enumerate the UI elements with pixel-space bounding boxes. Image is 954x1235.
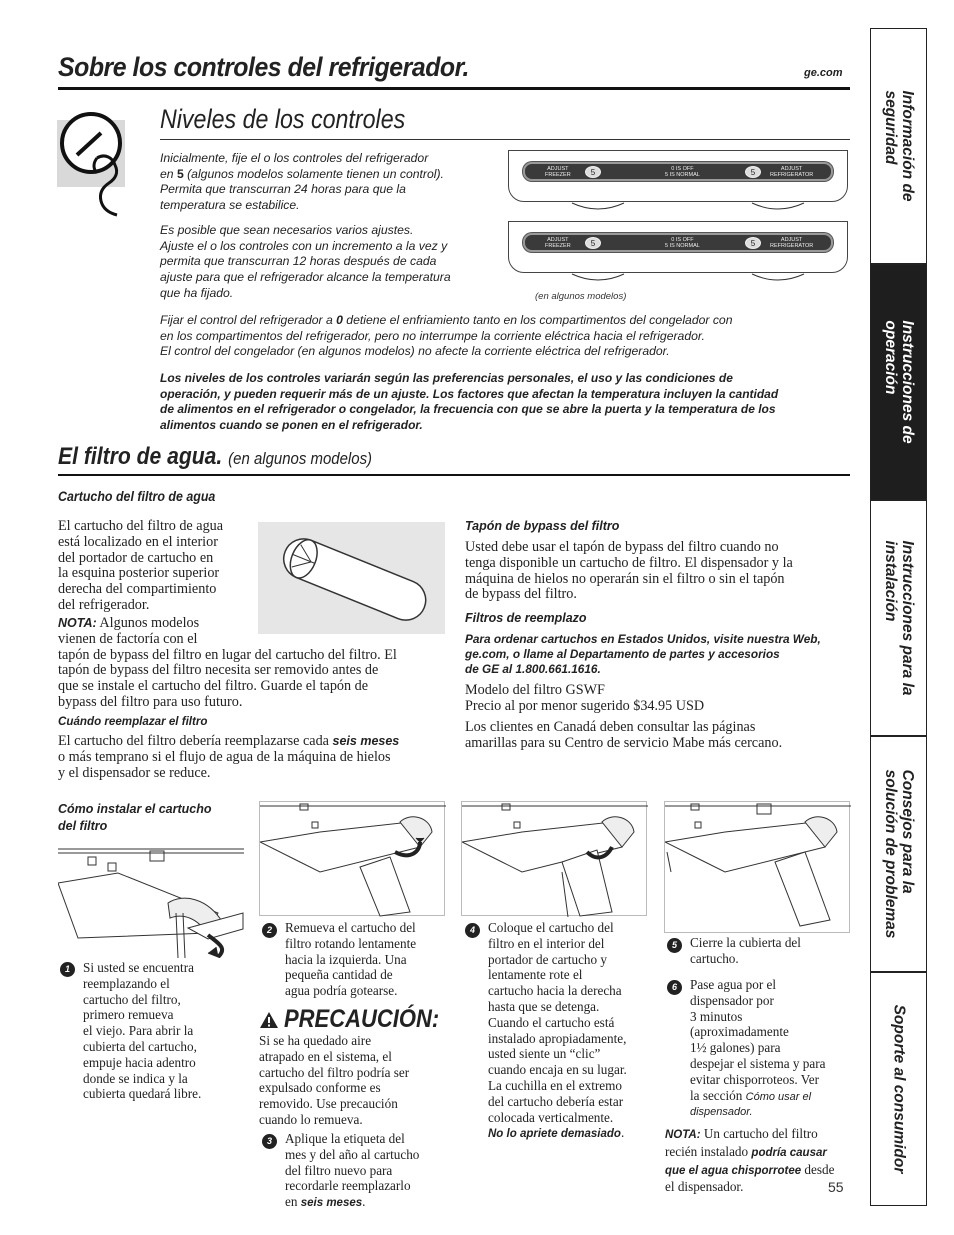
section-title-filtro: El filtro de agua. (en algunos modelos) xyxy=(58,443,373,470)
sidebar-tab-operacion[interactable]: Instrucciones de operación xyxy=(870,264,927,500)
site-url: ge.com xyxy=(804,67,843,79)
step-1-badge: 1 xyxy=(60,962,75,977)
header-rule xyxy=(58,87,850,90)
niveles-paragraph-1: Inicialmente, fije el o los controles del refrigerador en 5 (algunos modelos solamente tienen un control). Permita que transcurran 24 horas para que la temperatura se estabilice. xyxy=(160,151,444,213)
install-nota: NOTA: Un cartucho del filtro recién instalado podría causar que el agua chisporrotee desde el dispensador. xyxy=(665,1126,835,1195)
niveles-paragraph-3: Fijar el control del refrigerador a 0 detiene el enfriamiento tanto en los compartimentos del congelador con en los compartimentos del refrigerador, pero no interrumpe la corriente eléctrica hacia el refrigerador. El control del congelador (en algunos modelos) no afecte la corriente eléctrica del refrigerador. xyxy=(160,313,733,359)
precaucion-text: Si se ha quedado aire atrapado en el sistema, el cartucho del filtro podría ser expulsado conforme es removido. Use precaución cuando lo remueva. xyxy=(259,1033,410,1127)
freezer-knob: 5 xyxy=(585,237,601,249)
panel-handles-2 xyxy=(560,270,820,286)
refrigerator-knob: 5 xyxy=(745,237,761,249)
install-heading: Cómo instalar el cartucho del filtro xyxy=(58,802,212,833)
modelo-paragraph: Modelo del filtro GSWF Precio al por menor sugerido $34.95 USD xyxy=(465,682,705,714)
canada-paragraph: Los clientes en Canadá deben consultar las páginas amarillas para su Centro de servicio Mabe más cercano. xyxy=(465,719,783,751)
cuando-paragraph: El cartucho del filtro debería reemplazarse cada seis meses o más temprano si el flujo de agua de la máquina de hielos y el dispensador se reduce. xyxy=(58,733,400,781)
step-4-text: Coloque el cartucho del filtro en el interior del portador de cartucho y lentamente rote el cartucho hacia la derecha hasta que se detenga. Cuando el cartucho está instalado apropiadamente, usted siente un “clic” cuando encaja en su lugar. La cuchilla en el extremo del cartucho debería estar colocada verticalmente. No lo apriete demasiado. xyxy=(488,920,627,1141)
step-5-text: Cierre la cubierta del cartucho. xyxy=(690,935,801,966)
sidebar-tab-seguridad[interactable]: Información de seguridad xyxy=(870,28,927,264)
step-5-badge: 5 xyxy=(667,938,682,953)
step-3-badge: 3 xyxy=(262,1134,277,1149)
section-title-niveles: Niveles de los controles xyxy=(160,104,406,134)
step-6-text: Pase agua por el dispensador por 3 minutos (aproximadamente 1½ galones) para despejar el sistema y para evitar chisporroteos. Ver la sección Cómo usar el dispensador. xyxy=(690,977,826,1119)
page-title: Sobre los controles del refrigerador. xyxy=(58,52,469,82)
install-figure-3 xyxy=(461,801,647,916)
refrigerator-knob: 5 xyxy=(745,166,761,178)
tapon-heading: Tapón de bypass del filtro xyxy=(465,519,620,533)
install-figure-1 xyxy=(58,843,244,958)
cartucho-heading: Cartucho del filtro de agua xyxy=(58,489,216,504)
panel-handles-1 xyxy=(560,199,820,215)
control-knob-icon xyxy=(57,103,137,221)
step-3-text: Aplique la etiqueta del mes y del año al cartucho del filtro nuevo para recordarle reemplazarlo en seis meses. xyxy=(285,1131,420,1210)
step-4-badge: 4 xyxy=(465,923,480,938)
control-panel-single: ADJUST FREEZER 5 0 IS OFF 5 IS NORMAL 5 ADJUST REFRIGERATOR xyxy=(508,150,848,202)
step-1-text: Si usted se encuentra reemplazando el cartucho del filtro, primero remueva el viejo. Para abrir la cubierta del cartucho, empuje hacia adentro donde se indica y la cubierta quedará libre. xyxy=(83,960,202,1102)
warning-icon xyxy=(259,1011,279,1029)
section-rule xyxy=(160,139,850,140)
page-number: 55 xyxy=(828,1179,844,1195)
step-2-badge: 2 xyxy=(262,923,277,938)
precaucion-heading: PRECAUCIÓN: xyxy=(259,1005,460,1034)
sidebar-tab-instalacion[interactable]: Instrucciones para la instalación xyxy=(870,500,927,736)
freezer-knob: 5 xyxy=(585,166,601,178)
cuando-heading: Cuándo reemplazar el filtro xyxy=(58,715,208,728)
ordenar-paragraph: Para ordenar cartuchos en Estados Unidos, visite nuestra Web, ge.com, o llame al Departamento de partes y accesorios de GE al 1.800.661.1616. xyxy=(465,632,821,676)
sidebar-tab-soporte[interactable]: Soporte al consumidor xyxy=(870,972,927,1206)
tapon-paragraph: Usted debe usar el tapón de bypass del filtro cuando no tenga disponible un cartucho de filtro. El dispensador y la máquina de hielos no operarán sin el filtro o sin el tapón de bypass del filtro. xyxy=(465,539,793,603)
filtros-heading: Filtros de reemplazo xyxy=(465,611,587,625)
install-figure-2 xyxy=(259,801,445,916)
control-panel-dual: ADJUST FREEZER 5 0 IS OFF 5 IS NORMAL 5 ADJUST REFRIGERATOR xyxy=(508,221,848,273)
step-6-badge: 6 xyxy=(667,980,682,995)
step-2-text: Remueva el cartucho del filtro rotando lentamente hacia la izquierda. Una pequeña cantidad de agua podría gotearse. xyxy=(285,920,417,999)
niveles-paragraph-4: Los niveles de los controles variarán según las preferencias personales, el uso y las condiciones de operación, y pueden requerir más de un ajuste. Los factores que afectan la temperatura incluyen la cantidad de alimentos en el refrigerador o congelador, la frecuencia con que se abre la puerta y la temperatura de los alimentos cuando se ponen en el refrigerador. xyxy=(160,371,779,432)
niveles-paragraph-2: Es posible que sean necesarios varios ajustes. Ajuste el o los controles con un incremento a la vez y permita que transcurran 12 horas después de cada ajuste para que el refrigerador alcance la temperatura que ha fijado. xyxy=(160,223,451,300)
cartucho-paragraph: El cartucho del filtro de agua está localizado en el interior del portador de cartucho en la esquina posterior superior derecha del compartimiento del refrigerador. xyxy=(58,518,224,613)
section-rule-2 xyxy=(58,474,850,476)
nota-paragraph: NOTA: Algunos modelos vienen de factoría con el tapón de bypass del filtro en lugar del cartucho del filtro. El tapón de bypass del filtro necesita ser removido antes de que se instale el cartucho del filtro. Guarde el tapón de bypass del filtro para uso futuro. xyxy=(58,615,397,710)
panel-caption: (en algunos modelos) xyxy=(535,291,627,302)
install-figure-4 xyxy=(664,801,850,933)
sidebar-tab-problemas[interactable]: Consejos para la solución de problemas xyxy=(870,736,927,972)
